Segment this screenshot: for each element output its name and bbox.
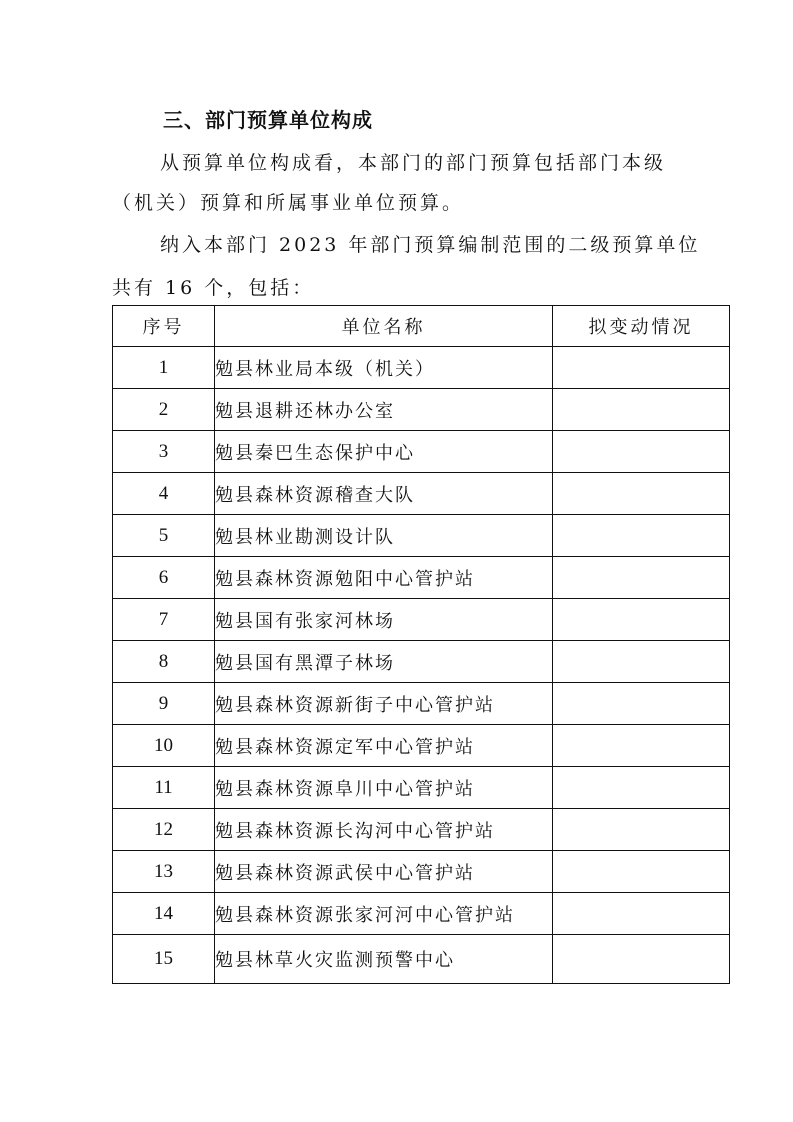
- row-number: 1: [113, 347, 215, 389]
- table-row: [113, 725, 730, 767]
- table-row: [113, 767, 730, 809]
- section-heading: 三、部门预算单位构成: [163, 108, 373, 132]
- table-row: [113, 557, 730, 599]
- paragraph-2-line-1: 纳入本部门 2023 年部门预算编制范围的二级预算单位: [160, 234, 701, 256]
- unit-name: 勉县林业局本级（机关）: [215, 347, 553, 389]
- table-row: [113, 935, 730, 984]
- table-row: [113, 683, 730, 725]
- planned-change: [553, 851, 730, 893]
- row-number: 7: [113, 599, 215, 641]
- planned-change: [553, 431, 730, 473]
- planned-change: [553, 557, 730, 599]
- unit-name: 勉县林业勘测设计队: [215, 515, 553, 557]
- row-number: 3: [113, 431, 215, 473]
- unit-name: 勉县森林资源长沟河中心管护站: [215, 809, 553, 851]
- table-row: [113, 809, 730, 851]
- table-row: [113, 431, 730, 473]
- planned-change: [553, 389, 730, 431]
- unit-name: 勉县森林资源稽查大队: [215, 473, 553, 515]
- planned-change: [553, 935, 730, 984]
- unit-name: 勉县森林资源张家河河中心管护站: [215, 893, 553, 935]
- unit-name: 勉县国有黑潭子林场: [215, 641, 553, 683]
- unit-name: 勉县林草火灾监测预警中心: [215, 935, 553, 984]
- table-row: [113, 347, 730, 389]
- unit-name: 勉县森林资源定军中心管护站: [215, 725, 553, 767]
- table-header-row: [113, 306, 730, 347]
- row-number: 12: [113, 809, 215, 851]
- unit-name: 勉县国有张家河林场: [215, 599, 553, 641]
- row-number: 2: [113, 389, 215, 431]
- header-unit-name: 单位名称: [215, 306, 553, 347]
- unit-name: 勉县退耕还林办公室: [215, 389, 553, 431]
- table-row: [113, 893, 730, 935]
- unit-name: 勉县森林资源新街子中心管护站: [215, 683, 553, 725]
- planned-change: [553, 767, 730, 809]
- table-row: [113, 515, 730, 557]
- row-number: 8: [113, 641, 215, 683]
- unit-name: 勉县秦巴生态保护中心: [215, 431, 553, 473]
- unit-name: 勉县森林资源武侯中心管护站: [215, 851, 553, 893]
- row-number: 9: [113, 683, 215, 725]
- row-number: 14: [113, 893, 215, 935]
- table-row: [113, 473, 730, 515]
- unit-name: 勉县森林资源阜川中心管护站: [215, 767, 553, 809]
- unit-name: 勉县森林资源勉阳中心管护站: [215, 557, 553, 599]
- planned-change: [553, 347, 730, 389]
- header-serial-number: 序号: [113, 306, 215, 347]
- row-number: 11: [113, 767, 215, 809]
- table-row: [113, 599, 730, 641]
- table-row: [113, 641, 730, 683]
- row-number: 13: [113, 851, 215, 893]
- planned-change: [553, 473, 730, 515]
- planned-change: [553, 683, 730, 725]
- paragraph-1-line-1: 从预算单位构成看，本部门的部门预算包括部门本级: [160, 152, 667, 174]
- table-row: [113, 851, 730, 893]
- planned-change: [553, 725, 730, 767]
- table-row: [113, 389, 730, 431]
- planned-change: [553, 809, 730, 851]
- row-number: 6: [113, 557, 215, 599]
- paragraph-2-line-2: 共有 16 个，包括：: [112, 277, 315, 299]
- row-number: 4: [113, 473, 215, 515]
- planned-change: [553, 641, 730, 683]
- row-number: 5: [113, 515, 215, 557]
- paragraph-1-line-2: （机关）预算和所属事业单位预算。: [112, 192, 465, 214]
- row-number: 10: [113, 725, 215, 767]
- planned-change: [553, 893, 730, 935]
- planned-change: [553, 515, 730, 557]
- budget-units-table: [112, 305, 730, 984]
- planned-change: [553, 599, 730, 641]
- row-number: 15: [113, 935, 215, 984]
- header-planned-change: 拟变动情况: [553, 306, 730, 347]
